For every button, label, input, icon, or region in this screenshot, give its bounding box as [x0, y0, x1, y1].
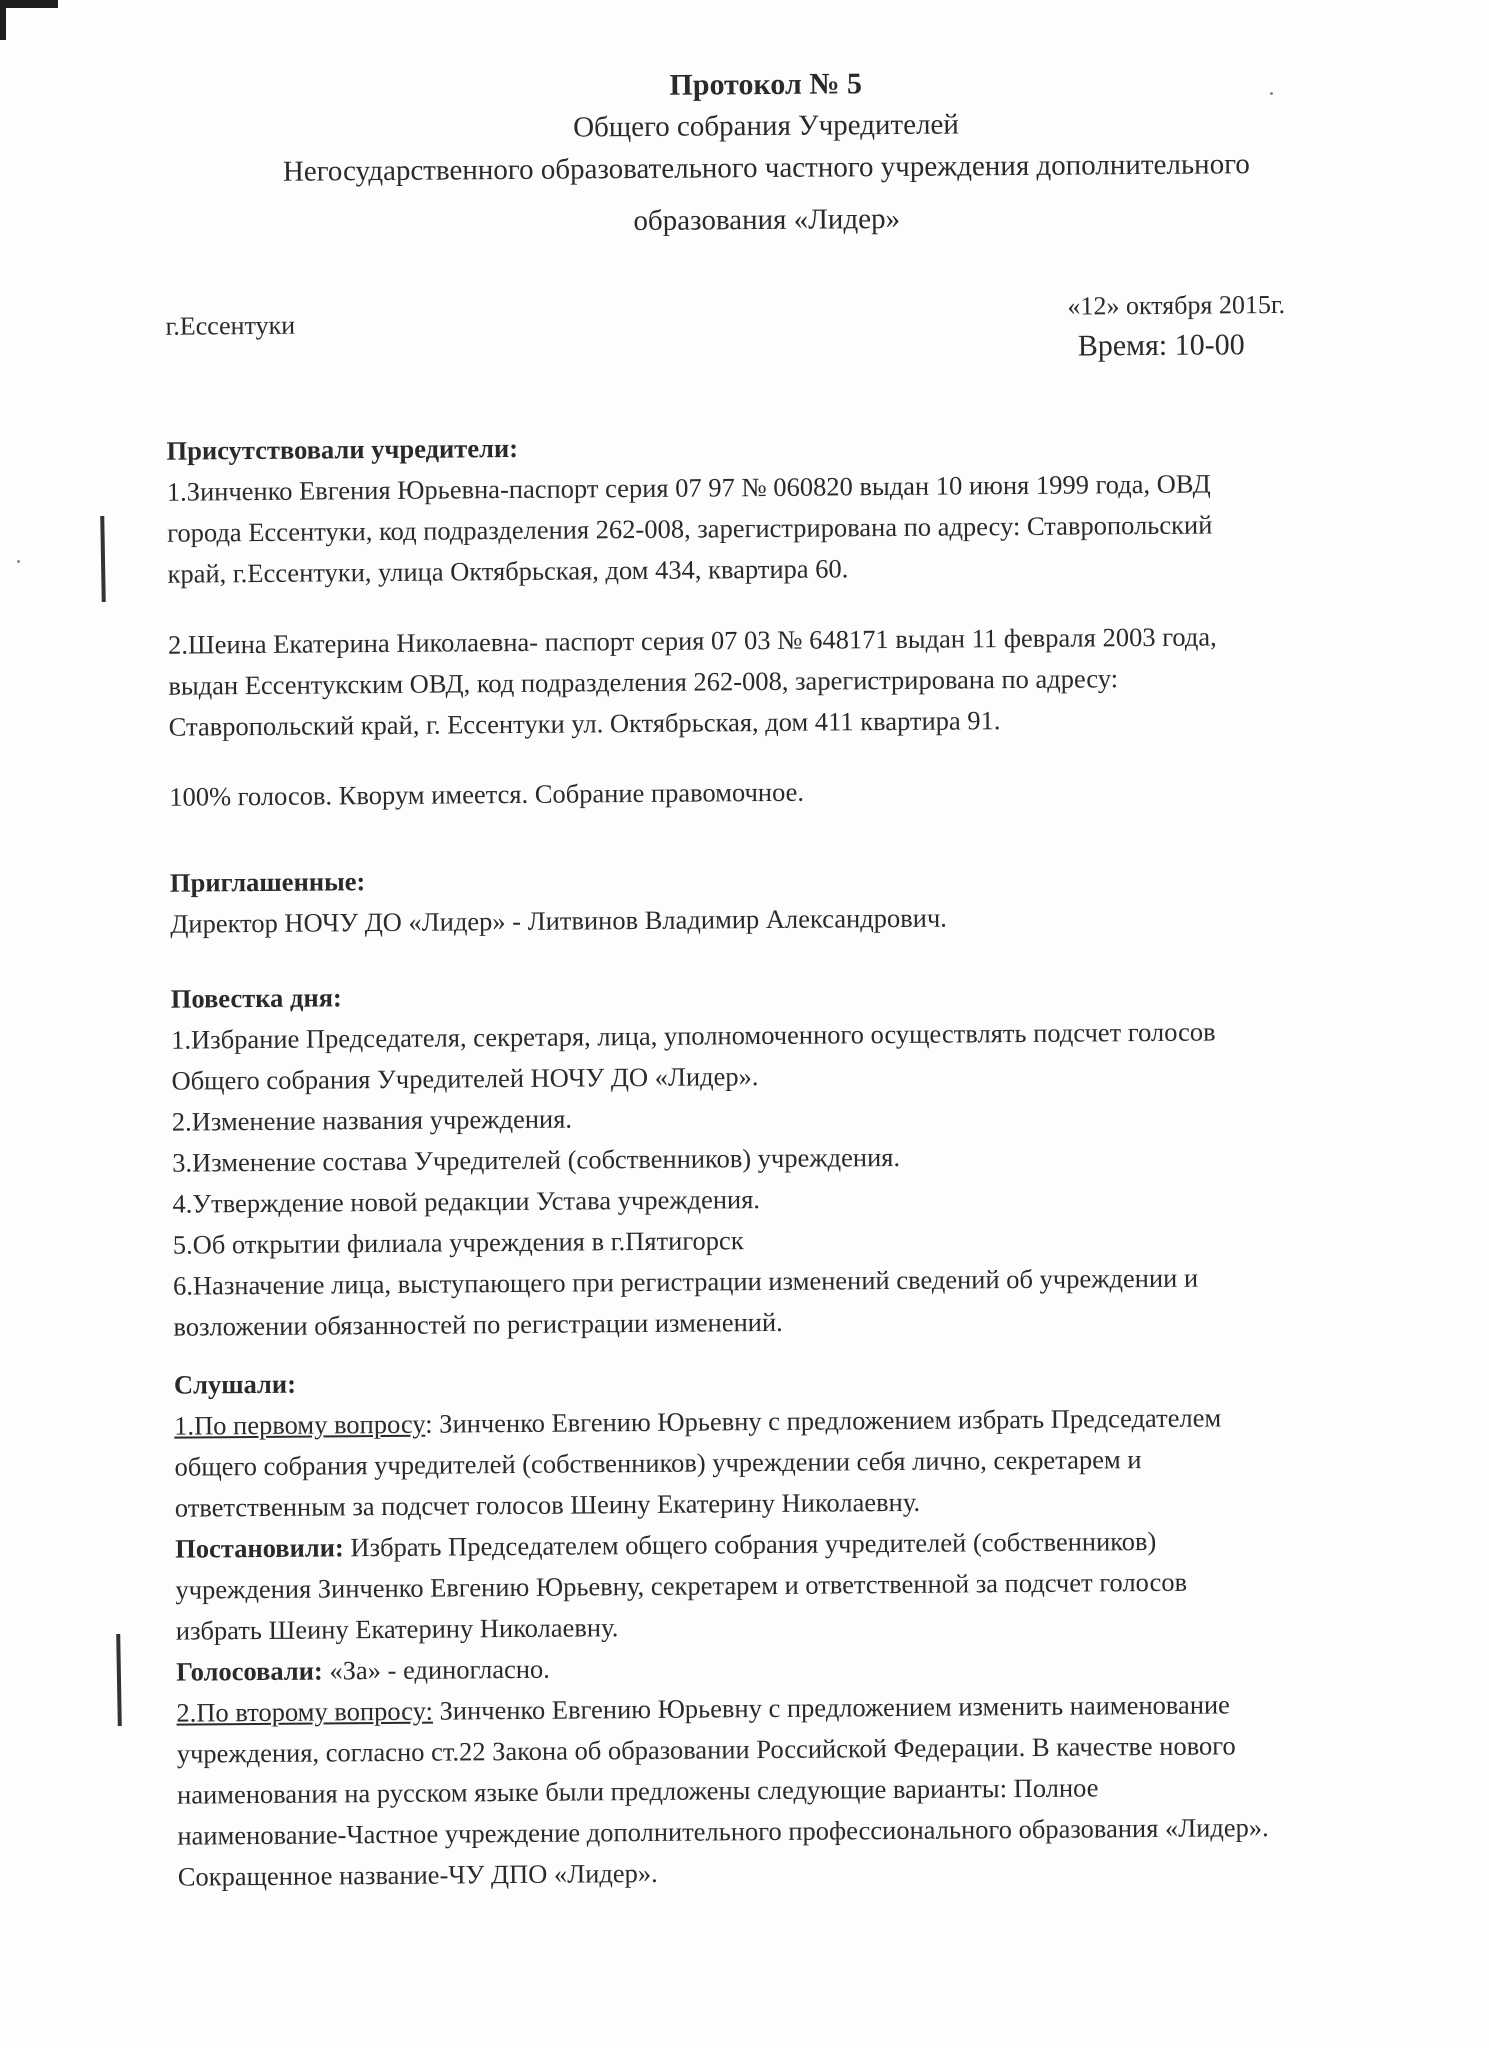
question-2-label: 2.По второму вопросу:	[176, 1695, 434, 1728]
section-heading: Повестка дня:	[170, 982, 342, 1014]
agenda-item: 1.Избрание Председателя, секретаря, лица, уполномоченного осуществлять подсчет голосов	[171, 1016, 1216, 1055]
founder-line: города Ессентуки, код подразделения 262-008, зарегистрирована по адресу: Ставропольский	[167, 509, 1213, 548]
question-2-line: наименования на русском языке были предложены следующие варианты: Полное	[176, 1772, 1099, 1810]
founder-line: выдан Ессентукским ОВД, код подразделения 262-008, зарегистрирована по адресу:	[168, 663, 1119, 701]
invited-section	[170, 857, 947, 945]
question-2-section	[176, 1684, 1269, 1898]
founder-line: край, г.Ессентуки, улица Октябрьская, дом 434, квартира 60.	[167, 553, 849, 589]
question-1-line: общего собрания учредителей (собственников) учреждении себя лично, секретарем и	[174, 1444, 1142, 1482]
agenda-section	[171, 970, 1218, 1347]
question-1-label: 1.По первому вопросу	[174, 1408, 426, 1441]
scan-speck	[17, 560, 20, 563]
question-2-line: учреждения, согласно ст.22 Закона об образовании Российской Федерации. В качестве нового	[176, 1730, 1236, 1769]
question-2-line: Сокращенное название-ЧУ ДПО «Лидер».	[177, 1857, 658, 1892]
scan-corner-mark-vertical	[0, 0, 6, 40]
agenda-item: 4.Утверждение новой редакции Устава учреждения.	[172, 1184, 761, 1219]
present-section	[166, 422, 1212, 594]
invited-text: Директор НОЧУ ДО «Лидер» - Литвинов Владимир Александрович.	[170, 902, 947, 939]
agenda-item: возложении обязанностей по регистрации изменений.	[173, 1306, 783, 1342]
agenda-item: 3.Изменение состава Учредителей (собственников) учреждения.	[172, 1141, 901, 1178]
resolution-label: Постановили:	[175, 1532, 344, 1564]
document-subtitle: Общего собрания Учредителей	[573, 108, 960, 144]
founder-2	[168, 616, 1218, 747]
resolution-line: учреждения Зинченко Евгению Юрьевну, секретарем и ответственной за подсчет голосов	[175, 1566, 1188, 1605]
resolution-line: избрать Шеину Екатерину Николаевну.	[175, 1612, 619, 1646]
section-heading: Присутствовали учредители:	[166, 432, 519, 466]
quorum-text: 100% голосов. Кворум имеется. Собрание правомочное.	[169, 776, 805, 812]
agenda-item: 2.Изменение названия учреждения.	[171, 1103, 573, 1137]
document-subtitle: Негосударственного образовательного частного учреждения дополнительного	[282, 148, 1250, 188]
vote-label: Голосовали:	[176, 1655, 323, 1687]
section-heading: Приглашенные:	[169, 866, 366, 898]
question-2-line: наименование-Частное учреждение дополнительного профессионального образования «Лидер».	[177, 1812, 1269, 1851]
document-title: Протокол № 5	[669, 67, 863, 102]
margin-mark	[100, 516, 106, 602]
heard-section	[174, 1356, 1224, 1692]
founder-line: 1.Зинченко Евгения Юрьевна-паспорт серия 07 97 № 060820 выдан 10 июня 1999 года, ОВД	[166, 468, 1211, 507]
resolution-line: Постановили: Избрать Председателем общего собрания учредителей (собственников)	[175, 1525, 1157, 1564]
founder-line: 2.Шеина Екатерина Николаевна- паспорт серия 07 03 № 648171 выдан 11 февраля 2003 года,	[167, 621, 1217, 660]
city: г.Ессентуки	[165, 310, 296, 341]
agenda-item: Общего собрания Учредителей НОЧУ ДО «Лидер».	[171, 1061, 759, 1096]
meeting-time: Время: 10-00	[1077, 328, 1245, 363]
vote-line: Голосовали: «За» - единогласно.	[176, 1653, 550, 1687]
question-1-line: 1.По первому вопросу: Зинченко Евгению Юрьевну с предложением избрать Председателем	[174, 1402, 1222, 1441]
question-2-line: 2.По второму вопросу: Зинченко Евгению Юрьевну с предложением изменить наименование	[176, 1689, 1230, 1728]
founder-line: Ставропольский край, г. Ессентуки ул. Октябрьская, дом 411 квартира 91.	[168, 705, 1001, 742]
agenda-item: 5.Об открытии филиала учреждения в г.Пятигорск	[172, 1225, 744, 1260]
margin-mark	[116, 1634, 122, 1726]
scan-corner-mark	[0, 0, 58, 8]
document-subtitle: образования «Лидер»	[633, 202, 901, 238]
agenda-item: 6.Назначение лица, выступающего при регистрации изменений сведений об учреждении и	[172, 1262, 1199, 1301]
section-heading: Слушали:	[173, 1368, 297, 1400]
meeting-date: «12» октября 2015г.	[1067, 289, 1286, 321]
question-1-line: ответственным за подсчет голосов Шеину Екатерину Николаевну.	[174, 1486, 921, 1523]
